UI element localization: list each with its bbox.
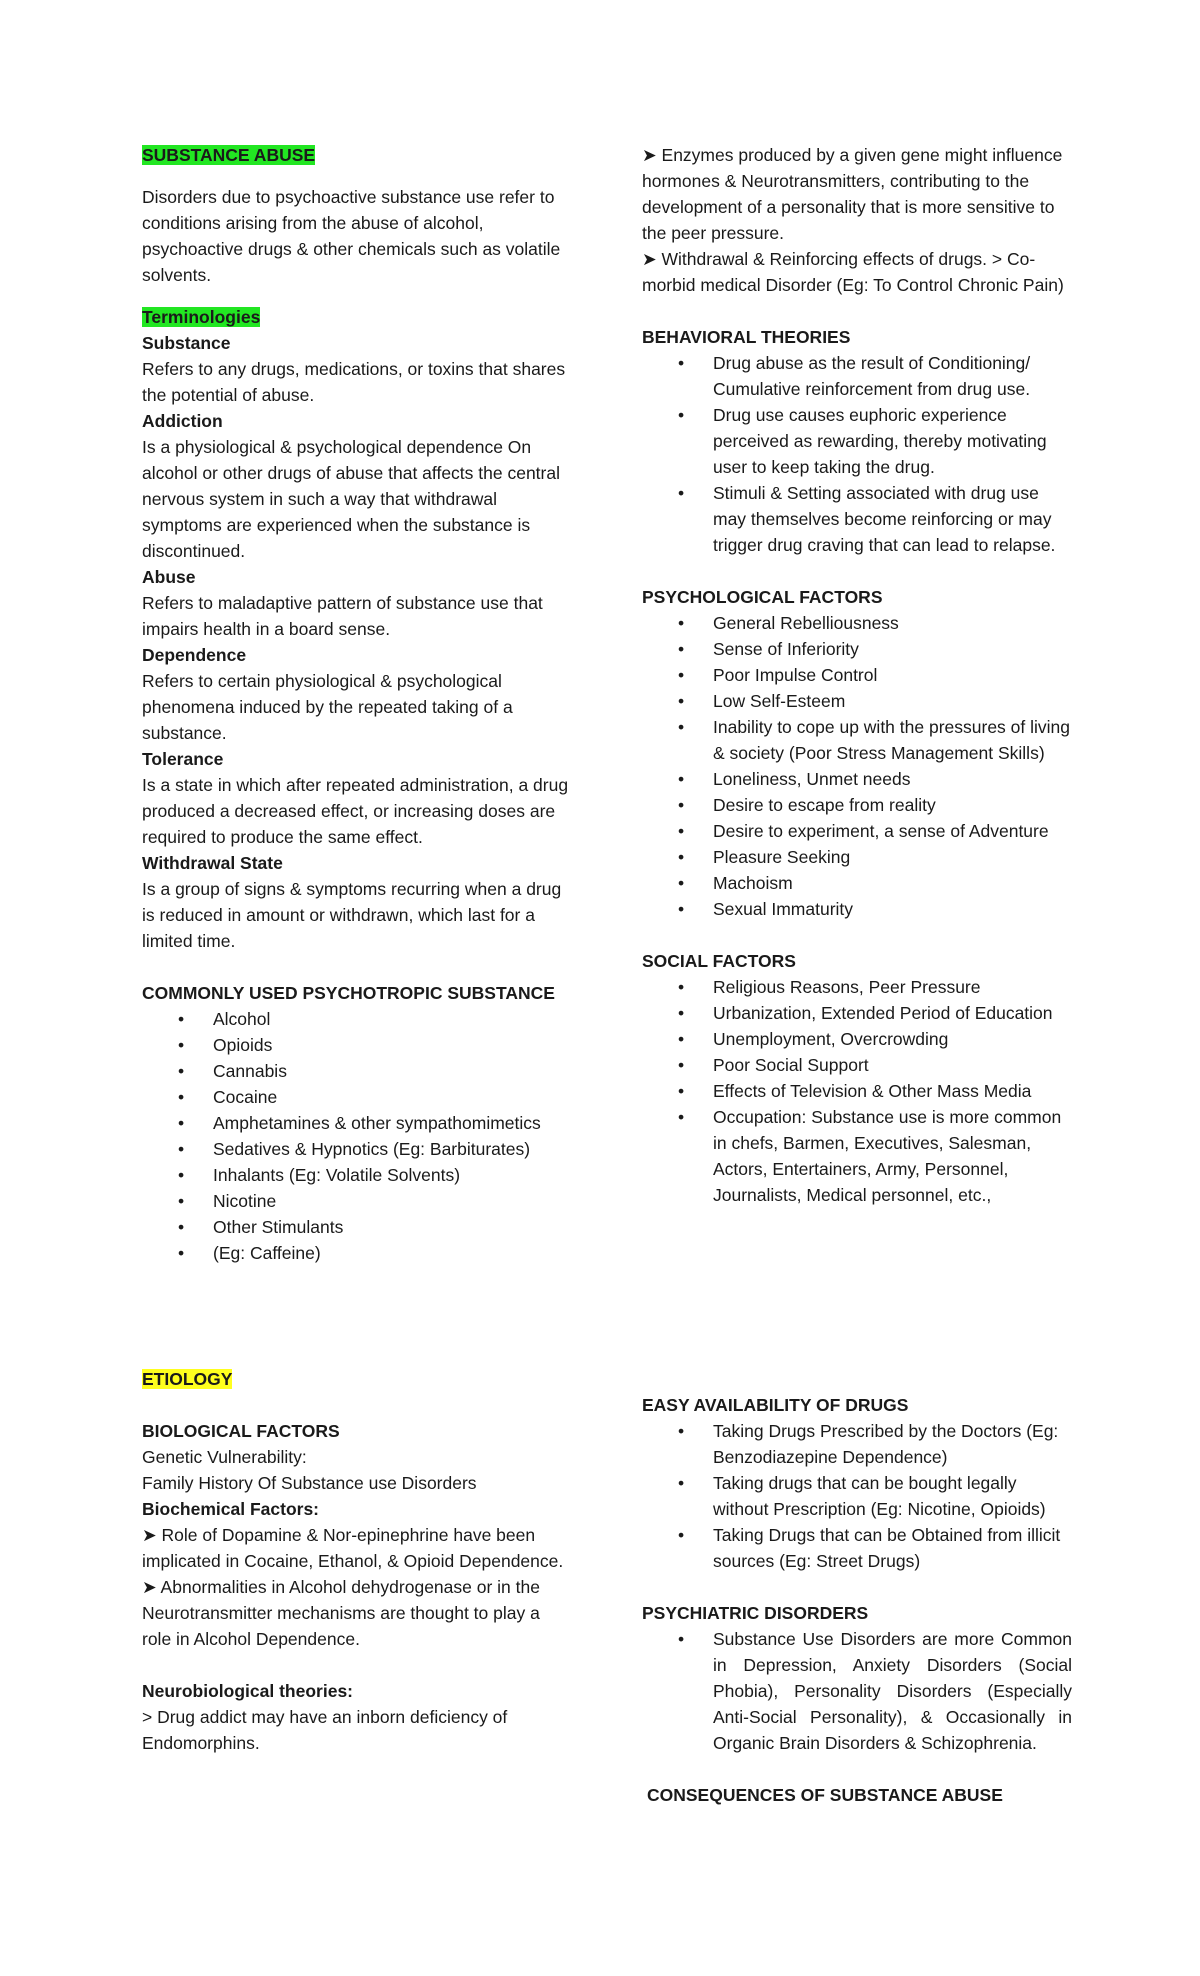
term-definition: Refers to any drugs, medications, or toxins that shares the potential of abuse.	[142, 359, 566, 405]
enzymes-paragraph: ➤ Enzymes produced by a given gene might influence hormones & Neurotransmitters, contributing to the development of a personality that is more sensitive to the peer pressure.	[642, 145, 1063, 243]
list-item: • Urbanization, Extended Period of Education	[642, 1000, 1072, 1026]
list-item: • Sense of Inferiority	[642, 636, 1072, 662]
social-list	[642, 974, 1072, 1208]
list-item: • Unemployment, Overcrowding	[642, 1026, 1072, 1052]
list-item: • Taking Drugs Prescribed by the Doctors (Eg: Benzodiazepine Dependence)	[642, 1418, 1072, 1470]
list-item: • Sedatives & Hypnotics (Eg: Barbiturates)	[142, 1136, 572, 1162]
right-column-top	[642, 142, 1072, 1208]
dopamine-paragraph: ➤ Role of Dopamine & Nor-epinephrine have been implicated in Cocaine, Ethanol, & Opioid Dependence.	[142, 1525, 564, 1571]
social-heading: SOCIAL FACTORS	[642, 951, 796, 971]
list-item: • Substance Use Disorders are more Common in Depression, Anxiety Disorders (Social Phobia), Personality Disorders (Especially Anti-Social Personality), & Occasionally in Organic Brain Disorders & Schizophrenia.	[642, 1626, 1072, 1756]
psychiatric-list	[642, 1626, 1072, 1756]
list-item: • Amphetamines & other sympathomimetics	[142, 1110, 572, 1136]
main-title: SUBSTANCE ABUSE	[142, 145, 316, 165]
list-item: • Opioids	[142, 1032, 572, 1058]
list-item: • Drug abuse as the result of Conditioning/ Cumulative reinforcement from drug use.	[642, 350, 1072, 402]
list-item: • Stimuli & Setting associated with drug use may themselves become reinforcing or may trigger drug craving that can lead to relapse.	[642, 480, 1072, 558]
neuro-heading: Neurobiological theories:	[142, 1681, 353, 1701]
list-item: • Occupation: Substance use is more common in chefs, Barmen, Executives, Salesman, Actors, Entertainers, Army, Personnel, Journalists, Medical personnel, etc.,	[642, 1104, 1072, 1208]
list-item: • Poor Social Support	[642, 1052, 1072, 1078]
list-item: • Loneliness, Unmet needs	[642, 766, 1072, 792]
intro-paragraph: Disorders due to psychoactive substance use refer to conditions arising from the abuse of alcohol, psychoactive drugs & other chemicals such as volatile solvents.	[142, 187, 561, 285]
list-item: • Nicotine	[142, 1188, 572, 1214]
etiology-heading: ETIOLOGY	[142, 1369, 233, 1389]
list-item: • Sexual Immaturity	[642, 896, 1072, 922]
list-item: • Pleasure Seeking	[642, 844, 1072, 870]
behavioral-heading: BEHAVIORAL THEORIES	[642, 327, 851, 347]
consequences-heading: CONSEQUENCES OF SUBSTANCE ABUSE	[647, 1785, 1003, 1805]
term-definition: Refers to maladaptive pattern of substance use that impairs health in a board sense.	[142, 593, 543, 639]
terminologies-heading: Terminologies	[142, 307, 261, 327]
psychotropic-list	[142, 1006, 572, 1266]
list-item: • Effects of Television & Other Mass Media	[642, 1078, 1072, 1104]
list-item: • Drug use causes euphoric experience perceived as rewarding, thereby motivating user to keep taking the drug.	[642, 402, 1072, 480]
left-column-bottom	[142, 1366, 572, 1756]
list-item: • General Rebelliousness	[642, 610, 1072, 636]
list-item: • Cocaine	[142, 1084, 572, 1110]
genetic-label: Genetic Vulnerability:	[142, 1447, 307, 1467]
term-title: Substance	[142, 333, 231, 353]
psychological-heading: PSYCHOLOGICAL FACTORS	[642, 587, 883, 607]
behavioral-list	[642, 350, 1072, 558]
list-item: • Taking drugs that can be bought legally without Prescription (Eg: Nicotine, Opioids)	[642, 1470, 1072, 1522]
list-item: • Alcohol	[142, 1006, 572, 1032]
term-title: Tolerance	[142, 749, 224, 769]
list-item: • (Eg: Caffeine)	[142, 1240, 572, 1266]
term-definition: Refers to certain physiological & psychological phenomena induced by the repeated taking of a substance.	[142, 671, 513, 743]
abnormalities-paragraph: ➤ Abnormalities in Alcohol dehydrogenase or in the Neurotransmitter mechanisms are thought to play a role in Alcohol Dependence.	[142, 1577, 540, 1649]
list-item: • Inhalants (Eg: Volatile Solvents)	[142, 1162, 572, 1188]
list-item: • Inability to cope up with the pressures of living & society (Poor Stress Management Skills)	[642, 714, 1072, 766]
term-title: Abuse	[142, 567, 196, 587]
term-definition: Is a physiological & psychological dependence On alcohol or other drugs of abuse that affects the central nervous system in such a way that withdrawal symptoms are experienced when the substance is discontinued.	[142, 437, 560, 561]
right-column-bottom	[642, 1392, 1072, 1808]
term-title: Withdrawal State	[142, 853, 283, 873]
list-item: • Desire to experiment, a sense of Adventure	[642, 818, 1072, 844]
term-definition: Is a group of signs & symptoms recurring when a drug is reduced in amount or withdrawn, which last for a limited time.	[142, 879, 562, 951]
genetic-text: Family History Of Substance use Disorders	[142, 1473, 477, 1493]
list-item: • Other Stimulants	[142, 1214, 572, 1240]
list-item: • Desire to escape from reality	[642, 792, 1072, 818]
terms-list	[142, 330, 572, 954]
biochemical-heading: Biochemical Factors:	[142, 1499, 319, 1519]
list-item: • Low Self-Esteem	[642, 688, 1072, 714]
availability-list	[642, 1418, 1072, 1574]
term-title: Dependence	[142, 645, 247, 665]
list-item: • Machoism	[642, 870, 1072, 896]
term-title: Addiction	[142, 411, 223, 431]
list-item: • Cannabis	[142, 1058, 572, 1084]
psychological-list	[642, 610, 1072, 922]
psychotropic-heading: COMMONLY USED PSYCHOTROPIC SUBSTANCE	[142, 983, 555, 1003]
list-item: • Taking Drugs that can be Obtained from illicit sources (Eg: Street Drugs)	[642, 1522, 1072, 1574]
availability-heading: EASY AVAILABILITY OF DRUGS	[642, 1395, 909, 1415]
term-definition: Is a state in which after repeated administration, a drug produced a decreased effect, or increasing doses are required to produce the same effect.	[142, 775, 569, 847]
list-item: • Poor Impulse Control	[642, 662, 1072, 688]
psychiatric-heading: PSYCHIATRIC DISORDERS	[642, 1603, 869, 1623]
withdrawal-paragraph: ➤ Withdrawal & Reinforcing effects of drugs. > Co-morbid medical Disorder (Eg: To Control Chronic Pain)	[642, 249, 1064, 295]
neuro-paragraph: > Drug addict may have an inborn deficiency of Endomorphins.	[142, 1707, 508, 1753]
left-column-top	[142, 142, 572, 1266]
list-item: • Religious Reasons, Peer Pressure	[642, 974, 1072, 1000]
biological-heading: BIOLOGICAL FACTORS	[142, 1421, 340, 1441]
